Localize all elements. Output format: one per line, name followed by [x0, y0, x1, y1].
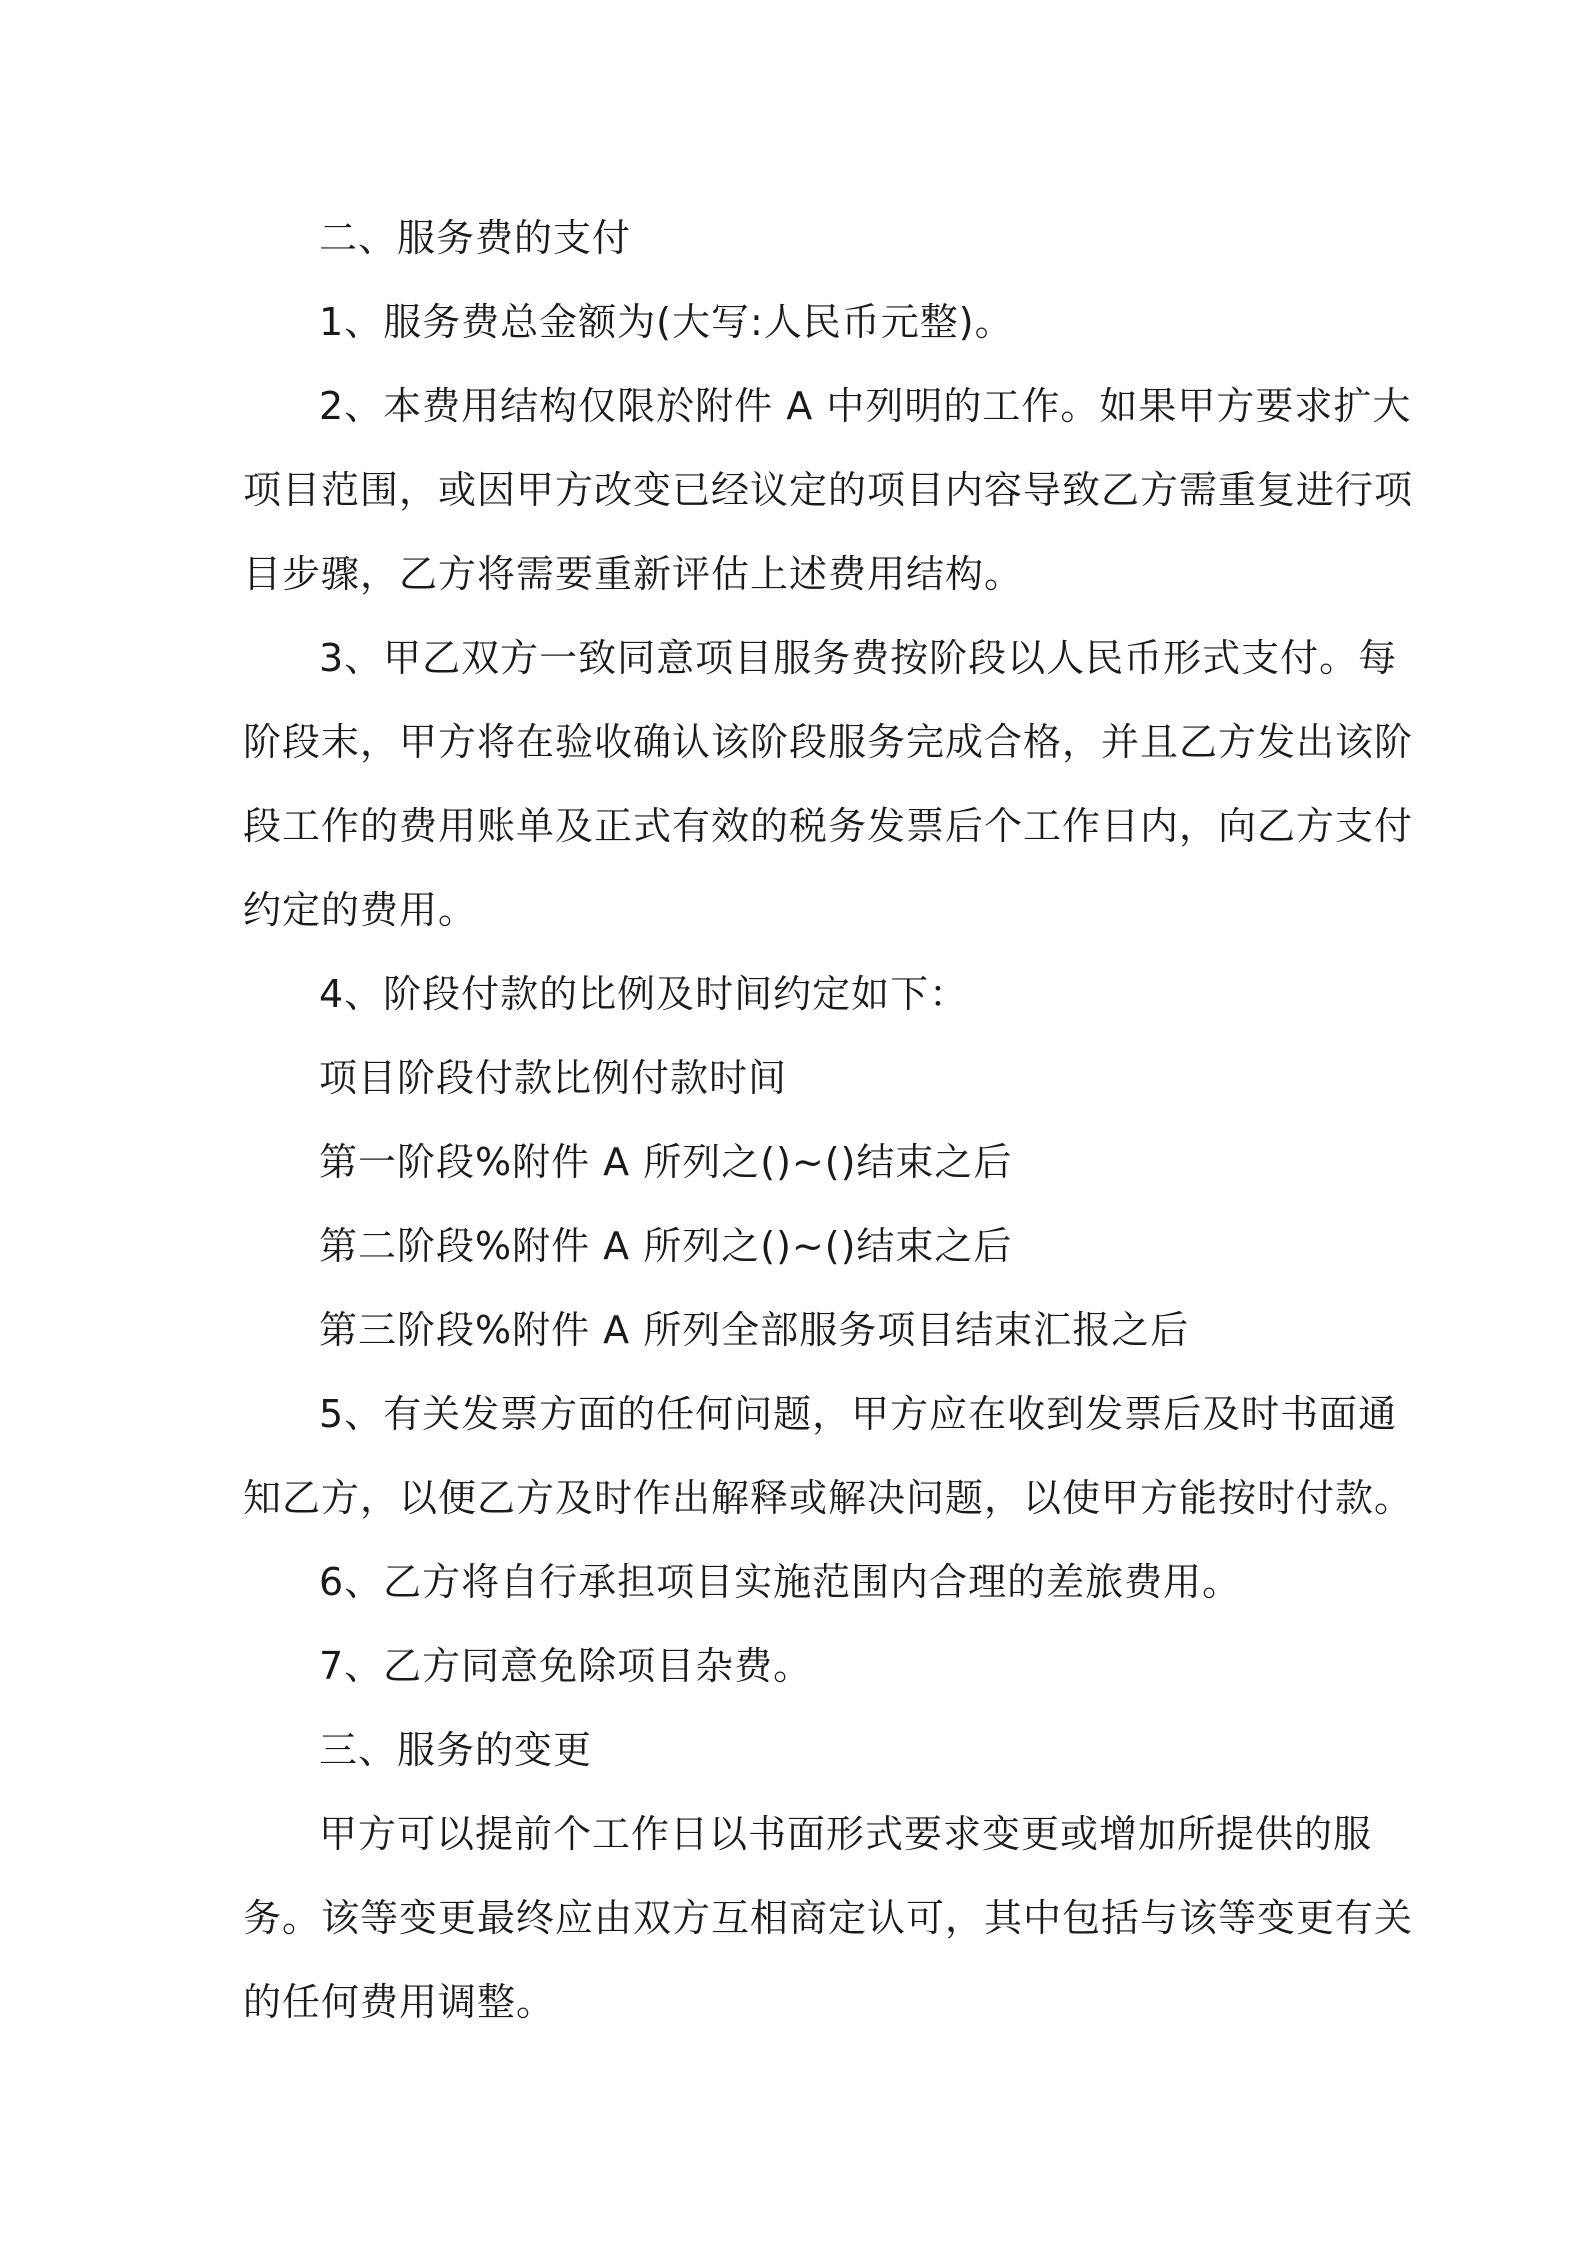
- section-heading-payment: 二、服务费的支付: [319, 216, 632, 260]
- payment-stage-3: 第三阶段%附件 A 所列全部服务项目结束汇报之后: [319, 1308, 1190, 1352]
- clause-2-line-2: 项目范围，或因甲方改变已经议定的项目内容导致乙方需重复进行项: [243, 468, 1414, 512]
- clause-7-line-1: 7、乙方同意免除项目杂费。: [319, 1644, 813, 1688]
- clause-2-line-3: 目步骤，乙方将需要重新评估上述费用结构。: [243, 552, 1024, 596]
- section-heading-changes: 三、服务的变更: [319, 1728, 593, 1772]
- changes-paragraph-line-1: 甲方可以提前个工作日以书面形式要求变更或增加所提供的服: [319, 1812, 1373, 1856]
- clause-3-line-3: 段工作的费用账单及正式有效的税务发票后个工作日内，向乙方支付: [243, 804, 1414, 848]
- clause-3-line-2: 阶段末，甲方将在验收确认该阶段服务完成合格，并且乙方发出该阶: [243, 720, 1414, 764]
- clause-4-line-1: 4、阶段付款的比例及时间约定如下：: [319, 972, 969, 1016]
- clause-3-line-4: 约定的费用。: [243, 888, 478, 932]
- clause-5-line-1: 5、有关发票方面的任何问题，甲方应在收到发票后及时书面通: [319, 1392, 1398, 1436]
- document-body: [243, 196, 1414, 2044]
- payment-stage-1: 第一阶段%附件 A 所列之()~()结束之后: [319, 1140, 1013, 1184]
- clause-3-line-1: 3、甲乙双方一致同意项目服务费按阶段以人民币形式支付。每: [319, 636, 1398, 680]
- clause-5-line-2: 知乙方，以便乙方及时作出解释或解决问题，以使甲方能按时付款。: [243, 1476, 1414, 1520]
- changes-paragraph-line-3: 的任何费用调整。: [243, 1980, 556, 2024]
- payment-stage-2: 第二阶段%附件 A 所列之()~()结束之后: [319, 1224, 1013, 1268]
- changes-paragraph-line-2: 务。该等变更最终应由双方互相商定认可，其中包括与该等变更有关: [243, 1896, 1414, 1940]
- clause-6-line-1: 6、乙方将自行承担项目实施范围内合理的差旅费用。: [319, 1560, 1242, 1604]
- payment-table-header: 项目阶段付款比例付款时间: [319, 1056, 788, 1100]
- clause-1-line-1: 1、服务费总金额为(大写:人民币元整)。: [319, 300, 1014, 344]
- clause-2-line-1: 2、本费用结构仅限於附件 A 中列明的工作。如果甲方要求扩大: [319, 384, 1412, 428]
